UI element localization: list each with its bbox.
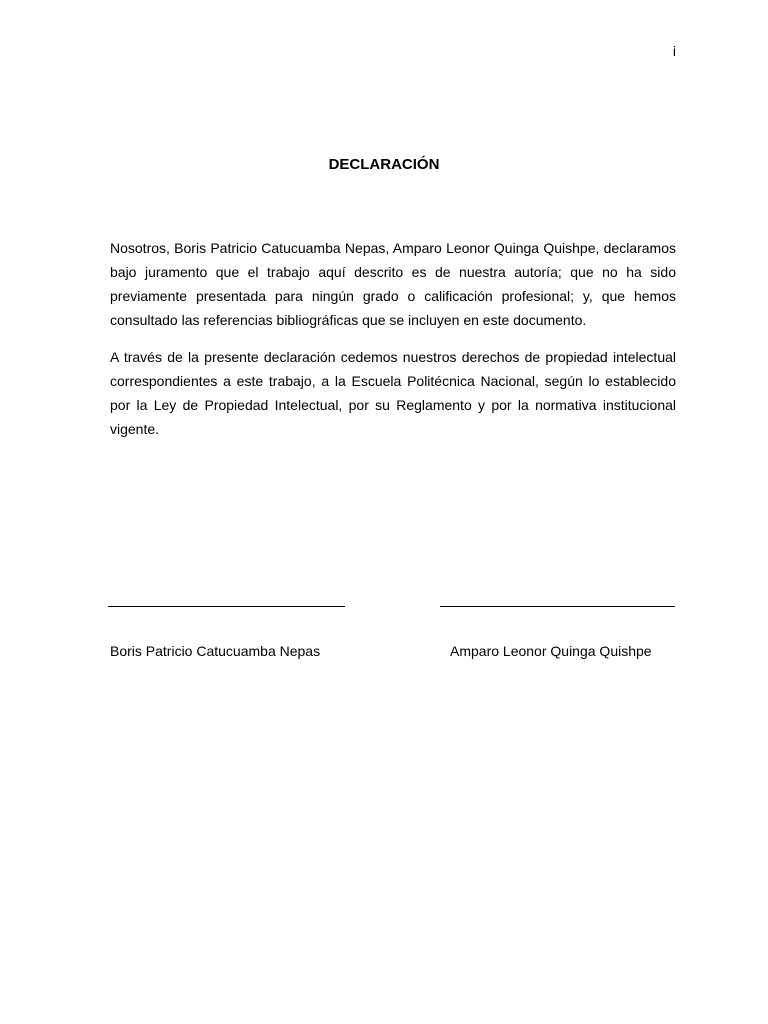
signature-line-1 — [108, 606, 345, 607]
declaration-body — [110, 236, 676, 441]
signature-line-2 — [440, 606, 675, 607]
page-title: DECLARACIÓN — [328, 156, 440, 173]
signature-name-2: Amparo Leonor Quinga Quishpe — [450, 643, 652, 659]
declaration-paragraph-2: A través de la presente declaración cedemos nuestros derechos de propiedad intelectual correspondientes a este trabajo, a la Escuela Politécnica Nacional, según lo establecido por la Ley de Propiedad Intelectual, por su Reglamento y por la normativa institucional vigente. — [110, 349, 676, 437]
page-number: i — [672, 43, 676, 59]
signature-name-1: Boris Patricio Catucuamba Nepas — [110, 643, 321, 659]
declaration-paragraph-1: Nosotros, Boris Patricio Catucuamba Nepas, Amparo Leonor Quinga Quishpe, declaramos bajo juramento que el trabajo aquí descrito es de nuestra autoría; que no ha sido previamente presentada para ningún grado o calificación profesional; y, que hemos consultado las referencias bibliográficas que se incluyen en este documento. — [110, 240, 676, 328]
